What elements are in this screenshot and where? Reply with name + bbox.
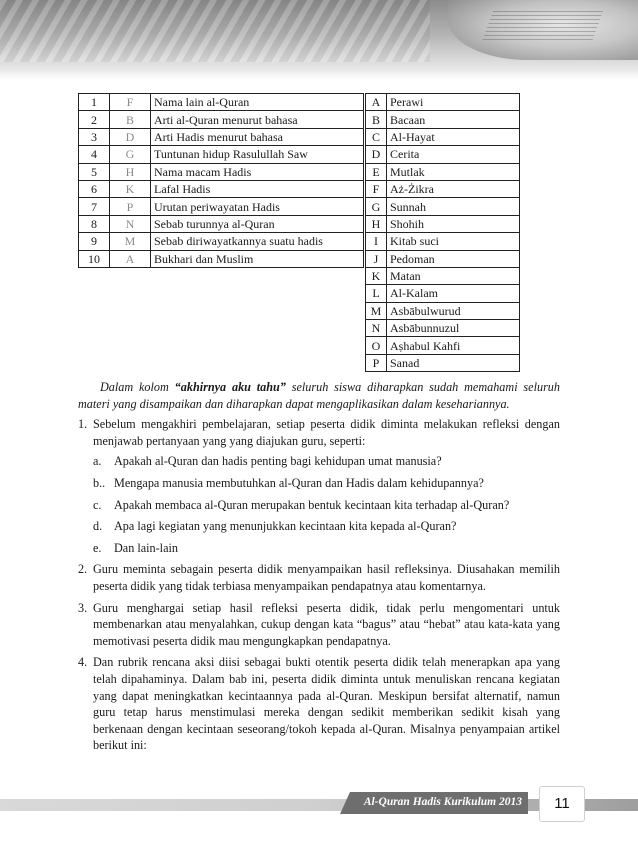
sub-list-item <box>93 540 560 557</box>
list-item <box>78 416 560 556</box>
sub-list-text: Apa lagi kegiatan yang menunjukkan kecintaan kita kepada al-Quran? <box>114 519 457 534</box>
table-row <box>366 128 520 145</box>
option-text: Shohih <box>387 215 520 232</box>
sub-list-marker: a. <box>93 454 102 469</box>
option-letter: M <box>366 302 387 319</box>
table-row <box>79 146 364 163</box>
table-row <box>79 215 364 232</box>
footer-book-title: Al-Quran Hadis Kurikulum 2013 <box>363 796 522 808</box>
answer-letter: D <box>110 128 151 145</box>
sub-list-marker: d. <box>93 519 103 534</box>
sub-list-item <box>93 475 560 492</box>
sub-list-item <box>93 497 560 514</box>
table-row <box>366 215 520 232</box>
option-letter: J <box>366 250 387 267</box>
sub-list-text: Apakah membaca al-Quran merupakan bentuk kecintaan kita terhadap al-Quran? <box>114 497 510 512</box>
table-row <box>79 180 364 197</box>
page-number: 11 <box>539 786 585 822</box>
question-text: Arti Hadis menurut bahasa <box>151 128 364 145</box>
table-row <box>366 285 520 302</box>
option-text: Aż-Żikra <box>387 180 520 197</box>
question-text: Arti al-Quran menurut bahasa <box>151 111 364 128</box>
table-row <box>79 198 364 215</box>
question-text: Nama macam Hadis <box>151 163 364 180</box>
answer-letter: G <box>110 146 151 163</box>
sub-list-text: Dan lain-lain <box>114 540 178 555</box>
option-letter: C <box>366 128 387 145</box>
table-row <box>366 337 520 354</box>
option-text: Mutlak <box>387 163 520 180</box>
table-row <box>79 128 364 145</box>
table-row <box>366 180 520 197</box>
list-item <box>78 600 560 650</box>
table-row <box>366 146 520 163</box>
list-item-number: 3. <box>78 600 88 615</box>
table-row <box>366 320 520 337</box>
row-number: 2 <box>79 111 110 128</box>
list-item <box>78 654 560 754</box>
row-number: 6 <box>79 180 110 197</box>
row-number: 5 <box>79 163 110 180</box>
table-row <box>366 354 520 371</box>
option-letter: P <box>366 354 387 371</box>
option-text: Cerita <box>387 146 520 163</box>
table-row <box>79 163 364 180</box>
sub-list-marker: e. <box>93 540 102 555</box>
question-text: Lafal Hadis <box>151 180 364 197</box>
table-row <box>366 250 520 267</box>
option-text: Pedoman <box>387 250 520 267</box>
intro-text-post: seluruh siswa diharapkan sudah memahami seluruh materi yang disampaikan dan diharapkan dapat mengaplikasikan dalam kesehariannya. <box>78 380 560 411</box>
answer-letter: B <box>110 111 151 128</box>
option-text: Kitab suci <box>387 233 520 250</box>
row-number: 3 <box>79 128 110 145</box>
list-item-number: 4. <box>78 655 88 670</box>
sub-list-marker: c. <box>93 497 102 512</box>
sub-list-text: Mengapa manusia membutuhkan al-Quran dan Hadis dalam kehidupannya? <box>114 475 484 490</box>
list-item-text: Guru meminta sebagain peserta didik menyampaikan hasil refleksinya. Diusahakan memilih peserta didik yang tidak terbiasa menyampaikan pendapatnya atau komentarnya. <box>93 562 560 593</box>
option-letter: D <box>366 146 387 163</box>
list-item-text: Sebelum mengakhiri pembelajaran, setiap peserta didik diminta melakukan refleksi dengan menjawab pertanyaan yang yang diajukan guru, seperti: <box>93 417 560 448</box>
option-letter: I <box>366 233 387 250</box>
option-text: Perawi <box>387 94 520 111</box>
sub-list-item <box>93 518 560 535</box>
option-text: Asbābunnuzul <box>387 320 520 337</box>
reflection-questions <box>93 453 560 556</box>
list-item <box>78 561 560 594</box>
row-number: 4 <box>79 146 110 163</box>
answer-letter: H <box>110 163 151 180</box>
sub-list-item <box>93 453 560 470</box>
question-text: Bukhari dan Muslim <box>151 250 364 267</box>
option-text: Al-Hayat <box>387 128 520 145</box>
option-text: Matan <box>387 267 520 284</box>
option-text: Asbābulwurud <box>387 302 520 319</box>
question-text: Nama lain al-Quran <box>151 94 364 111</box>
option-letter: K <box>366 267 387 284</box>
row-number: 1 <box>79 94 110 111</box>
table-row <box>79 111 364 128</box>
option-letter: H <box>366 215 387 232</box>
answer-letter: N <box>110 215 151 232</box>
option-text: Bacaan <box>387 111 520 128</box>
table-row <box>79 94 364 111</box>
option-letter: G <box>366 198 387 215</box>
row-number: 9 <box>79 233 110 250</box>
intro-paragraph <box>78 379 560 412</box>
answer-letter: M <box>110 233 151 250</box>
main-content <box>78 379 560 759</box>
question-text: Urutan periwayatan Hadis <box>151 198 364 215</box>
list-item-text: Dan rubrik rencana aksi diisi sebagai bukti otentik peserta didik telah menerapkan apa yang telah dipahaminya. Dalam bab ini, peserta didik diminta untuk menuliskan rencana kegiatan yang dapat meningkatkan kecintaannya pada al-Quran. Meskipun bersifat alternatif, namun guru tetap harus menstimulasi mereka dengan sedikit memberikan sedikit kisah yang berkenaan dengan kecintaan seseorang/tokoh kepada al-Quran. Misalnya penyampaian artikel berikut ini: <box>93 655 560 753</box>
answer-letter: F <box>110 94 151 111</box>
matching-table-questions <box>78 93 364 268</box>
option-text: Al-Kalam <box>387 285 520 302</box>
question-text: Sebab turunnya al-Quran <box>151 215 364 232</box>
answer-letter: P <box>110 198 151 215</box>
table-row <box>366 233 520 250</box>
question-text: Sebab diriwayatkannya suatu hadis <box>151 233 364 250</box>
table-row <box>366 111 520 128</box>
list-item-number: 1. <box>78 417 88 432</box>
table-row <box>366 267 520 284</box>
header-banner <box>0 0 638 80</box>
intro-emphasis: “akhirnya aku tahu” <box>174 380 286 394</box>
sub-list-marker: b.. <box>93 475 106 490</box>
row-number: 8 <box>79 215 110 232</box>
matching-table-options <box>365 93 520 372</box>
row-number: 7 <box>79 198 110 215</box>
option-letter: N <box>366 320 387 337</box>
option-letter: A <box>366 94 387 111</box>
question-text: Tuntunan hidup Rasulullah Saw <box>151 146 364 163</box>
table-row <box>366 163 520 180</box>
table-row <box>366 94 520 111</box>
option-text: Sunnah <box>387 198 520 215</box>
header-ornament <box>0 0 430 62</box>
table-row <box>366 302 520 319</box>
table-row <box>79 250 364 267</box>
option-letter: O <box>366 337 387 354</box>
answer-letter: K <box>110 180 151 197</box>
list-item-number: 2. <box>78 562 88 577</box>
table-row <box>79 233 364 250</box>
list-item-text: Guru menghargai setiap hasil refleksi peserta didik, tidak perlu mengomentari untuk membenarkan atau menyalahkan, cukup dengan kata “bagus” atau “hebat” atau kata-kata yang memotivasi peserta didik mau mengungkapkan pendapatnya. <box>93 600 560 648</box>
answer-letter: A <box>110 250 151 267</box>
instruction-list <box>78 416 560 754</box>
option-letter: B <box>366 111 387 128</box>
option-text: Sanad <box>387 354 520 371</box>
option-letter: F <box>366 180 387 197</box>
option-letter: L <box>366 285 387 302</box>
sub-list-text: Apakah al-Quran dan hadis penting bagi kehidupan umat manusia? <box>114 454 442 469</box>
table-row <box>366 198 520 215</box>
option-text: Aṣhabul Kahfi <box>387 337 520 354</box>
row-number: 10 <box>79 250 110 267</box>
intro-text-pre: Dalam kolom <box>100 380 175 394</box>
option-letter: E <box>366 163 387 180</box>
quran-book-image <box>448 0 638 60</box>
